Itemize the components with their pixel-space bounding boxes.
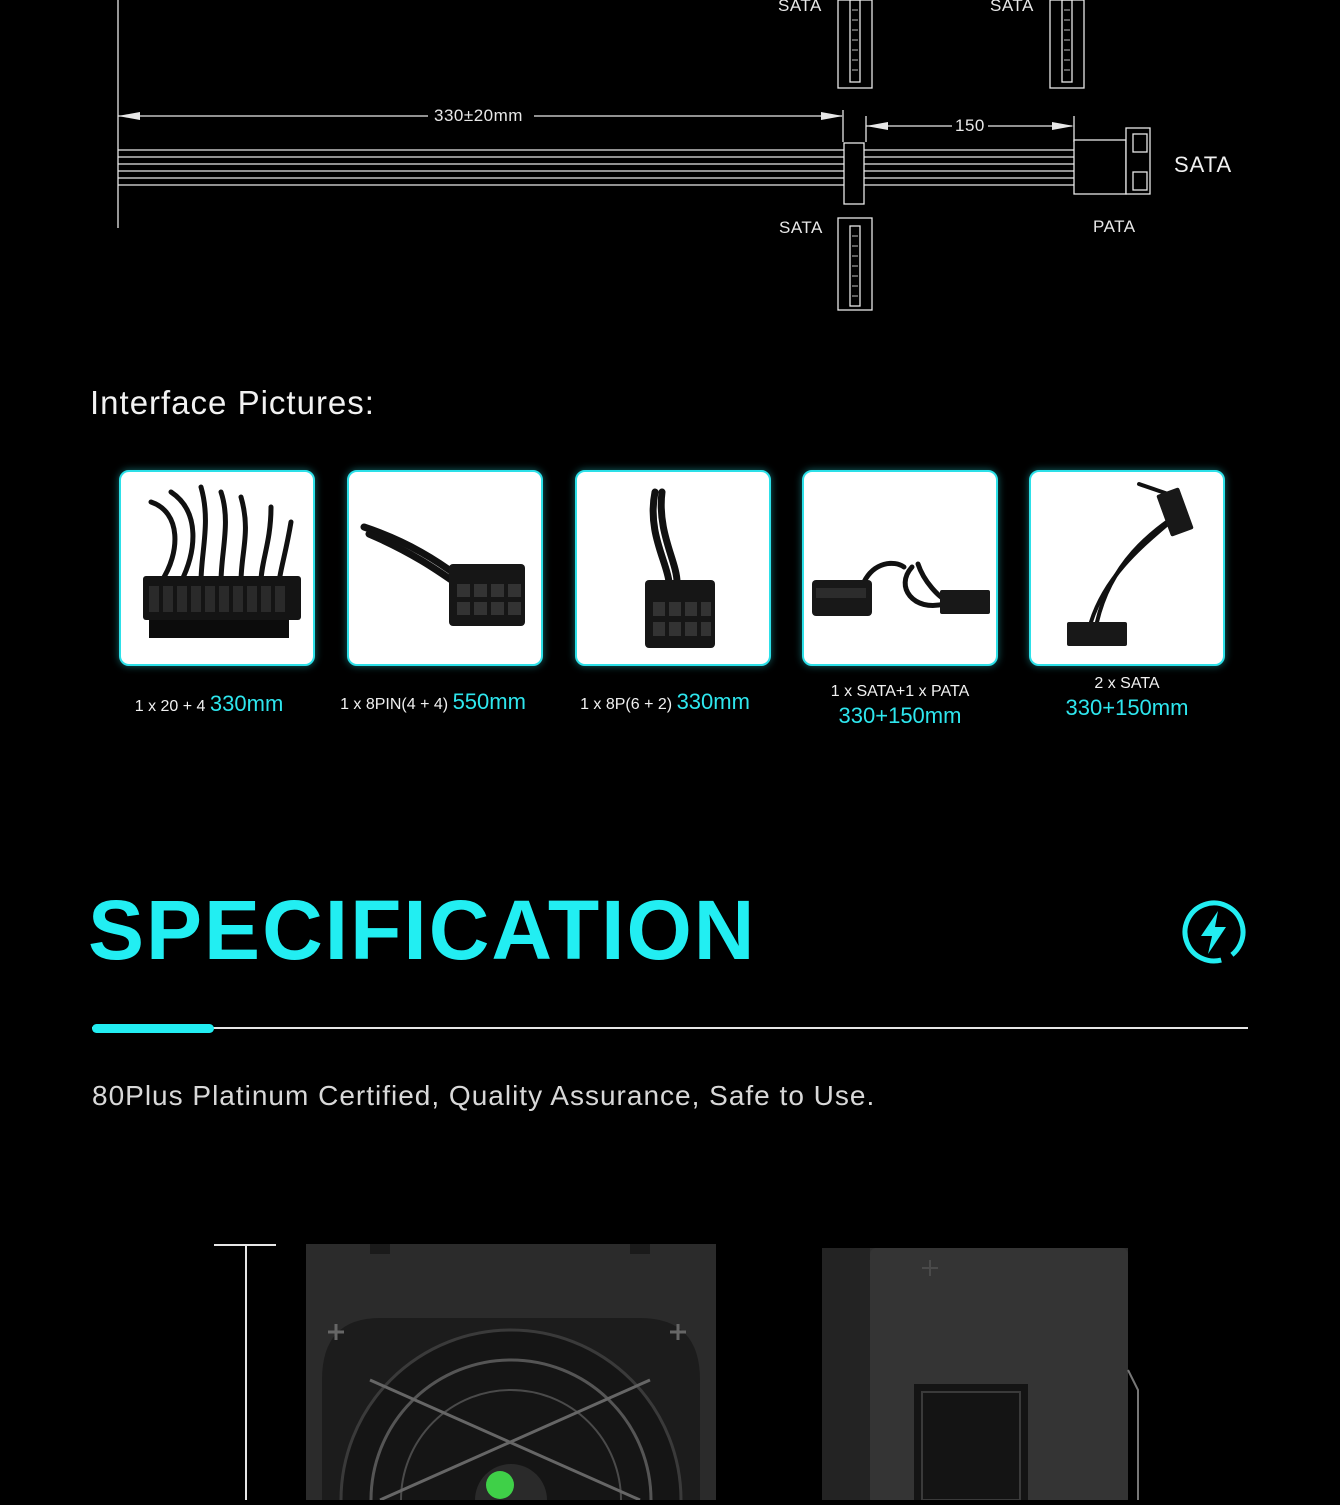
specification-subtitle: 80Plus Platinum Certified, Quality Assurance, Safe to Use. (92, 1080, 876, 1111)
dual-sata-cable-image (1031, 472, 1223, 664)
cpu-8pin-connector-image (349, 472, 541, 664)
dimension-main-label: 330±20mm (434, 106, 523, 125)
cable-dimension-diagram (0, 0, 1340, 330)
interface-label: 1 x 8P(6 + 2) (580, 696, 673, 713)
lightning-bolt-icon (1180, 898, 1248, 966)
interface-card-2sata (1029, 470, 1225, 666)
interface-caption-2sata (1012, 674, 1242, 722)
interface-card-8pin (347, 470, 543, 666)
interface-label: 2 x SATA (1094, 675, 1160, 692)
interface-caption-sata-pata (785, 682, 1015, 730)
interface-length: 330+150mm (1065, 695, 1189, 720)
interface-caption-8pin (318, 688, 548, 716)
interface-card-24pin (119, 470, 315, 666)
atx-24pin-connector-image (121, 472, 313, 664)
interface-caption-24pin (94, 690, 324, 718)
interface-caption-8p-pcie (550, 688, 780, 716)
pata-end-label: PATA (1093, 217, 1136, 236)
interface-length: 330mm (676, 689, 750, 714)
dimension-branch-label: 150 (955, 116, 985, 135)
interface-label: 1 x SATA+1 x PATA (830, 683, 970, 700)
interface-label: 1 x 8PIN(4 + 4) (340, 696, 449, 713)
interface-section-title: Interface Pictures: (90, 384, 375, 421)
section-divider (92, 1027, 1248, 1029)
section-divider-accent (92, 1024, 214, 1033)
interface-label: 1 x 20 + 4 (134, 698, 206, 715)
interface-length: 550mm (452, 689, 526, 714)
sata-pata-cable-image (804, 472, 996, 664)
sata-top-right-label: SATA (990, 0, 1034, 15)
sata-top-left-label: SATA (778, 0, 822, 15)
interface-card-8p-pcie (575, 470, 771, 666)
interface-length: 330mm (209, 691, 284, 716)
interface-length: 330+150mm (838, 703, 962, 728)
psu-product-image (0, 1230, 1340, 1500)
specification-title: SPECIFICATION (88, 883, 757, 977)
sata-bottom-label: SATA (779, 218, 823, 237)
cable-drawing (0, 0, 1340, 330)
interface-card-sata-pata (802, 470, 998, 666)
sata-end-label: SATA (1174, 152, 1233, 177)
psu-views (0, 1230, 1340, 1500)
pcie-8p-connector-image (577, 472, 769, 664)
